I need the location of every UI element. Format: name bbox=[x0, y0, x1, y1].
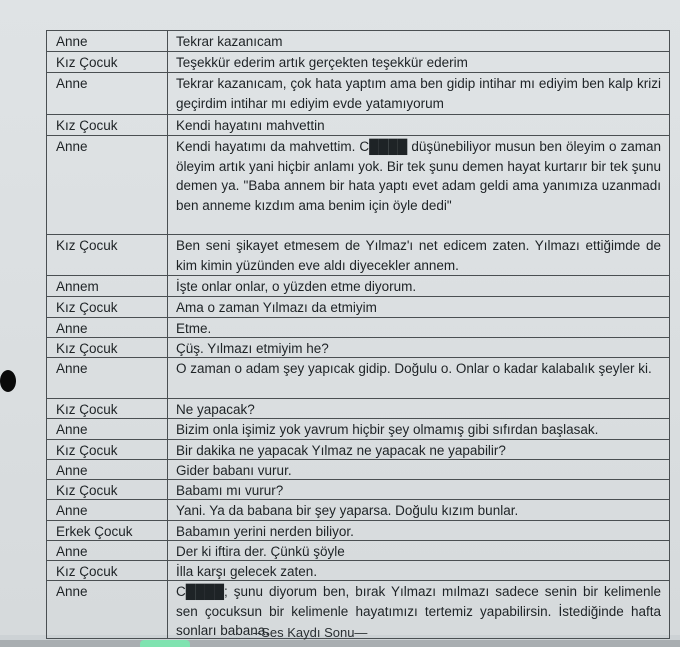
speaker-cell: Anne bbox=[47, 581, 168, 638]
redaction-mark bbox=[140, 640, 190, 647]
speaker-cell: Anne bbox=[47, 73, 168, 114]
speaker-cell: Kız Çocuk bbox=[47, 235, 168, 275]
speaker-cell: Kız Çocuk bbox=[47, 399, 168, 418]
dialogue-cell: Çüş. Yılmazı etmiyim he? bbox=[176, 341, 329, 356]
dialogue-cell: Tekrar kazanıcam bbox=[176, 34, 283, 49]
table-row bbox=[47, 521, 669, 541]
table-row bbox=[47, 541, 669, 561]
table-row bbox=[47, 115, 669, 136]
speaker-cell: Erkek Çocuk bbox=[47, 521, 168, 540]
table-row bbox=[47, 276, 669, 297]
table-row bbox=[47, 338, 669, 358]
speaker-cell: Kız Çocuk bbox=[47, 561, 168, 580]
dialogue-cell: Ne yapacak? bbox=[176, 402, 255, 417]
dialogue-cell: Bir dakika ne yapacak Yılmaz ne yapacak ne yapabilir? bbox=[176, 443, 506, 458]
binder-hole bbox=[0, 370, 16, 392]
table-row bbox=[47, 235, 669, 276]
dialogue-cell: Kendi hayatını mahvettin bbox=[176, 118, 325, 133]
speaker-cell: Kız Çocuk bbox=[47, 440, 168, 459]
table-row bbox=[47, 136, 669, 235]
dialogue-cell: Kendi hayatımı da mahvettim. C████ düşünebiliyor musun ben öleyim o zaman öleyim artık yani hiçbir anlamı yok. Bir tek şunu demen hayat kurtarır bir tek şunu demen ya. "Baba annem bir hata yaptı evet adam geldi ama yanımıza uzanmadı ben anneme kızdım ama benim için öyle dedi" bbox=[176, 139, 661, 213]
speaker-cell: Kız Çocuk bbox=[47, 297, 168, 317]
transcript-table bbox=[46, 30, 670, 639]
dialogue-cell: Yani. Ya da babana bir şey yaparsa. Doğulu kızım bunlar. bbox=[176, 503, 519, 518]
table-row bbox=[47, 297, 669, 318]
table-row bbox=[47, 460, 669, 480]
dialogue-cell: İşte onlar onlar, o yüzden etme diyorum. bbox=[176, 279, 417, 294]
speaker-cell: Annem bbox=[47, 276, 168, 296]
dialogue-cell: Babamın yerini nerden biliyor. bbox=[176, 524, 354, 539]
dialogue-cell: Gider babanı vurur. bbox=[176, 463, 292, 478]
table-row bbox=[47, 358, 669, 399]
speaker-cell: Anne bbox=[47, 31, 168, 51]
table-row bbox=[47, 419, 669, 440]
speaker-cell: Anne bbox=[47, 500, 168, 520]
table-row bbox=[47, 561, 669, 581]
table-row bbox=[47, 440, 669, 460]
dialogue-cell: Tekrar kazanıcam, çok hata yaptım ama ben gidip intihar mı ediyim ben kalp krizi geçirdim intihar mı ediyim evde yatamıyorum bbox=[176, 76, 661, 111]
dialogue-cell: Teşekkür ederim artık gerçekten teşekkür ederim bbox=[176, 55, 468, 70]
speaker-cell: Anne bbox=[47, 460, 168, 479]
dialogue-cell: Bizim onla işimiz yok yavrum hiçbir şey olmamış gibi sıfırdan başlasak. bbox=[176, 422, 599, 437]
dialogue-cell: C████; şunu diyorum ben, bırak Yılmazı mılmazı sadece senin bir kelimenle sen çocuksun bir kelimenle hayatımızı tertemiz yapabilirsin. İstediğinde hafta sonları babana. bbox=[176, 584, 661, 638]
end-of-recording-footer bbox=[0, 625, 680, 640]
dialogue-cell: İlla karşı gelecek zaten. bbox=[176, 564, 318, 579]
dialogue-cell: Ben seni şikayet etmesem de Yılmaz'ı net edicem zaten. Yılmazı ettiğimde de kim kimin yüzünden eve aldı diyecekler annem. bbox=[176, 238, 661, 273]
speaker-cell: Anne bbox=[47, 358, 168, 398]
footer-text: --Ses Kaydı Sonu— bbox=[252, 625, 368, 640]
speaker-cell: Anne bbox=[47, 318, 168, 337]
speaker-cell: Anne bbox=[47, 136, 168, 234]
speaker-cell: Kız Çocuk bbox=[47, 338, 168, 357]
table-row bbox=[47, 73, 669, 115]
dialogue-cell: Ama o zaman Yılmazı da etmiyim bbox=[176, 300, 377, 315]
table-row bbox=[47, 500, 669, 521]
speaker-cell: Anne bbox=[47, 419, 168, 439]
speaker-cell: Kız Çocuk bbox=[47, 480, 168, 499]
table-row bbox=[47, 52, 669, 73]
dialogue-cell: Der ki iftira der. Çünkü şöyle bbox=[176, 544, 345, 559]
dialogue-cell: Etme. bbox=[176, 321, 212, 336]
speaker-cell: Kız Çocuk bbox=[47, 115, 168, 135]
dialogue-cell: Babamı mı vurur? bbox=[176, 483, 284, 498]
photo-bottom-edge bbox=[0, 640, 680, 647]
speaker-cell: Anne bbox=[47, 541, 168, 560]
table-row bbox=[47, 399, 669, 419]
table-row bbox=[47, 31, 669, 52]
dialogue-cell: O zaman o adam şey yapıcak gidip. Doğulu o. Onlar o kadar kalabalık şeyler ki. bbox=[176, 361, 652, 376]
table-row bbox=[47, 480, 669, 500]
speaker-cell: Kız Çocuk bbox=[47, 52, 168, 72]
table-row bbox=[47, 318, 669, 338]
